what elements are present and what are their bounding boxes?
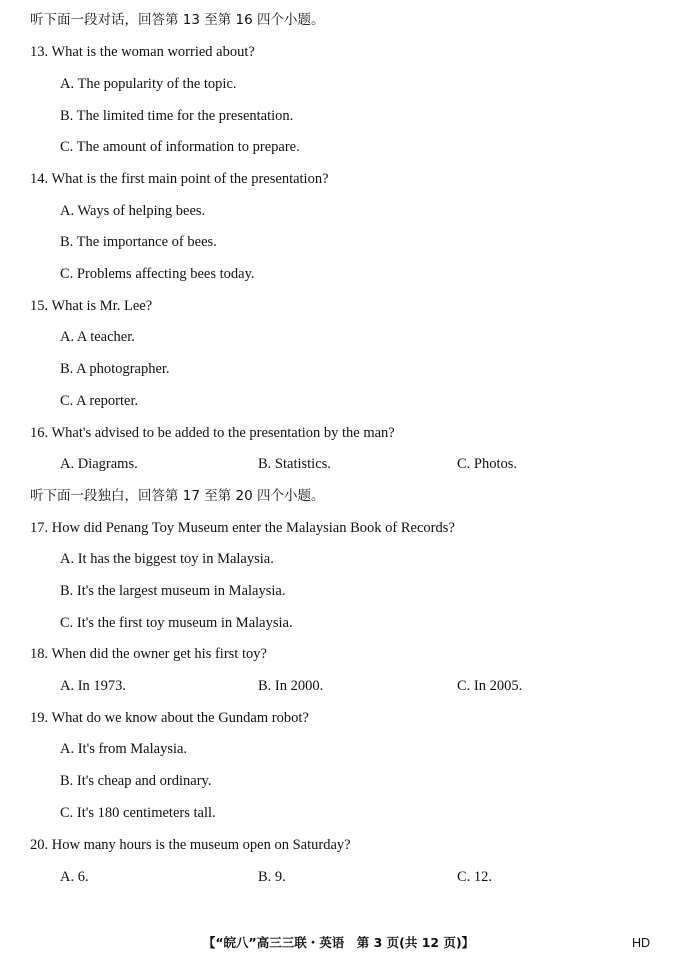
answer-option: A. Ways of helping bees. xyxy=(60,203,206,219)
answer-option: A. A teacher. xyxy=(60,329,135,345)
answer-option: C. 12. xyxy=(457,869,493,885)
answer-option: A. The popularity of the topic. xyxy=(60,76,237,92)
question-stem: 14. What is the first main point of the presentation? xyxy=(30,171,329,187)
answer-option: A. 6. xyxy=(60,869,89,885)
answer-option: B. Statistics. xyxy=(258,456,331,472)
answer-option: B. The limited time for the presentation. xyxy=(60,108,294,124)
answer-option: C. Photos. xyxy=(457,456,518,472)
answer-option: A. In 1973. xyxy=(60,678,127,694)
question-stem: 13. What is the woman worried about? xyxy=(30,44,255,60)
answer-option: C. Problems affecting bees today. xyxy=(60,266,255,282)
answer-option: C. The amount of information to prepare. xyxy=(60,139,300,155)
answer-option: A. Diagrams. xyxy=(60,456,138,472)
question-stem: 20. How many hours is the museum open on Saturday? xyxy=(30,837,351,853)
footer-code: HD xyxy=(632,936,651,950)
question-stem: 19. What do we know about the Gundam robot? xyxy=(30,710,309,726)
question-stem: 17. How did Penang Toy Museum enter the Malaysian Book of Records? xyxy=(30,520,455,536)
answer-option: B. In 2000. xyxy=(258,678,324,694)
question-stem: 18. When did the owner get his first toy? xyxy=(30,646,267,662)
answer-option: B. It's the largest museum in Malaysia. xyxy=(60,583,286,599)
answer-option: B. It's cheap and ordinary. xyxy=(60,773,212,789)
question-stem: 16. What's advised to be added to the presentation by the man? xyxy=(30,425,395,441)
answer-option: B. 9. xyxy=(258,869,286,885)
section-instruction: 听下面一段对话，回答第 13 至第 16 四个小题。 xyxy=(30,12,325,28)
answer-option: A. It has the biggest toy in Malaysia. xyxy=(60,551,274,567)
answer-option: B. A photographer. xyxy=(60,361,170,377)
answer-option: C. It's 180 centimeters tall. xyxy=(60,805,216,821)
question-stem: 15. What is Mr. Lee? xyxy=(30,298,153,314)
section-instruction: 听下面一段独白，回答第 17 至第 20 四个小题。 xyxy=(30,488,325,504)
answer-option: C. It's the first toy museum in Malaysia. xyxy=(60,615,293,631)
answer-option: A. It's from Malaysia. xyxy=(60,741,188,757)
page-footer xyxy=(0,934,677,952)
answer-option: C. A reporter. xyxy=(60,393,139,409)
footer-title: 【“皖八”高三三联・英语 第 3 页(共 12 页)】 xyxy=(202,935,475,950)
answer-option: C. In 2005. xyxy=(457,678,523,694)
answer-option: B. The importance of bees. xyxy=(60,234,217,250)
